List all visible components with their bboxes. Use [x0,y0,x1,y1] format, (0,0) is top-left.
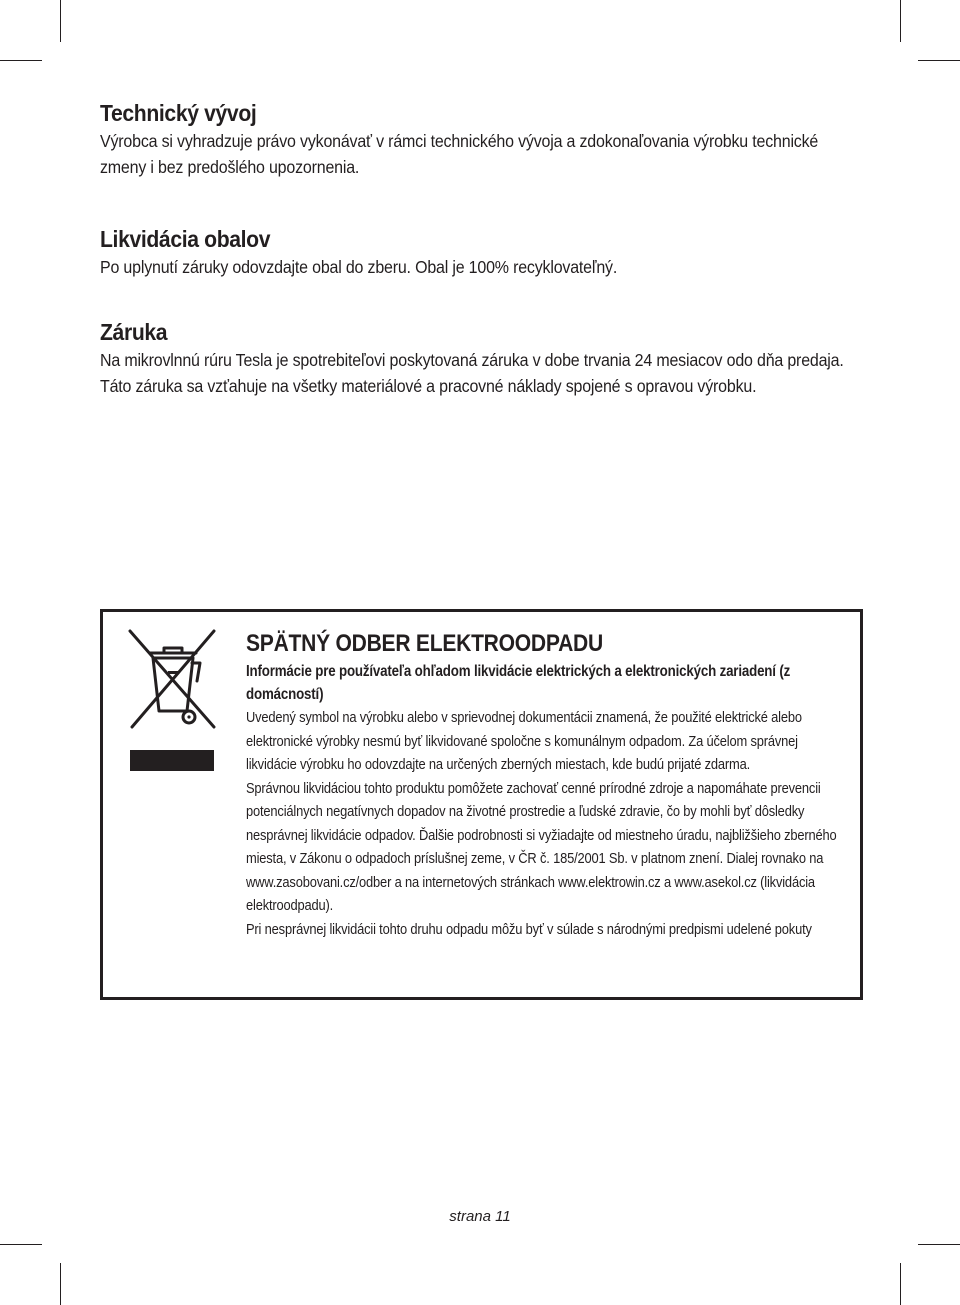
weee-text-block [246,628,906,941]
separate-collection-bar [130,750,214,771]
crossed-out-wheelie-bin-icon [126,629,218,731]
weee-paragraph: Pri nesprávnej likvidácii tohto druhu odpadu môžu byť v súlade s národnými predpismi udelené pokuty [246,920,812,938]
section-heading: Technický vývoj [100,100,257,126]
crop-mark [60,0,61,42]
section-heading: Záruka [100,319,168,345]
crop-mark [900,0,901,42]
weee-subtitle: Informácie pre používateľa ohľadom likvidácie elektrických a elektronických zariadení (z domácností) [246,663,791,703]
section-text: Na mikrovlnnú rúru Tesla je spotrebiteľovi poskytovaná záruka v dobe trvania 24 mesiacov odo dňa predaja. Táto záruka sa vzťahuje na všetky materiálové a pracovné náklady spojené s opravou výrobku. [100,350,844,396]
weee-title: SPÄTNÝ ODBER ELEKTROODPADU [246,630,603,657]
section-text: Výrobca si vyhradzuje právo vykonávať v rámci technického vývoja a zdokonaľovania výrobku technické zmeny i bez predošlého upozornenia. [100,131,819,177]
weee-notice-box [100,609,863,1000]
section-warranty [100,319,870,399]
section-packaging-disposal [100,226,870,280]
section-heading: Likvidácia obalov [100,226,271,252]
crop-mark [60,1263,61,1305]
crop-mark [900,1263,901,1305]
section-technical-development [100,100,870,180]
crop-mark [918,60,960,61]
page-number: strana 11 [449,1208,511,1225]
crop-mark [918,1244,960,1245]
crop-mark [0,60,42,61]
section-text: Po uplynutí záruky odovzdajte obal do zberu. Obal je 100% recyklovateľný. [100,257,618,277]
weee-paragraph: Správnou likvidáciou tohto produktu pomôžete zachovať cenné prírodné zdroje a napomáhate prevencii potenciálnych negatívnych dopadov na životné prostredie a ľudské zdravie, čo by mohli byť dôsledky nesprávnej likvidácie odpadov. Ďalšie podrobnosti si vyžiadajte od miestneho úradu, najbližšieho zberného miesta, v Zákonu o odpadoch príslušnej zeme, v ČR č. 185/2001 Sb. v platnom znení. Dialej rovnako na www.zasobovani.cz/odber a na internetových stránkach www.elektrowin.cz a www.asekol.cz (likvidácia elektroodpadu). [246,779,837,914]
weee-paragraph: Uvedený symbol na výrobku alebo v sprievodnej dokumentácii znamená, že použité elektrické alebo elektronické výrobky nesmú byť likvidované spoločne s komunálnym odpadom. Za účelom správnej likvidácie výrobku ho odovzdajte na určených zberných miestach, kde budú prijaté zdarma. [246,709,802,773]
crop-mark [0,1244,42,1245]
